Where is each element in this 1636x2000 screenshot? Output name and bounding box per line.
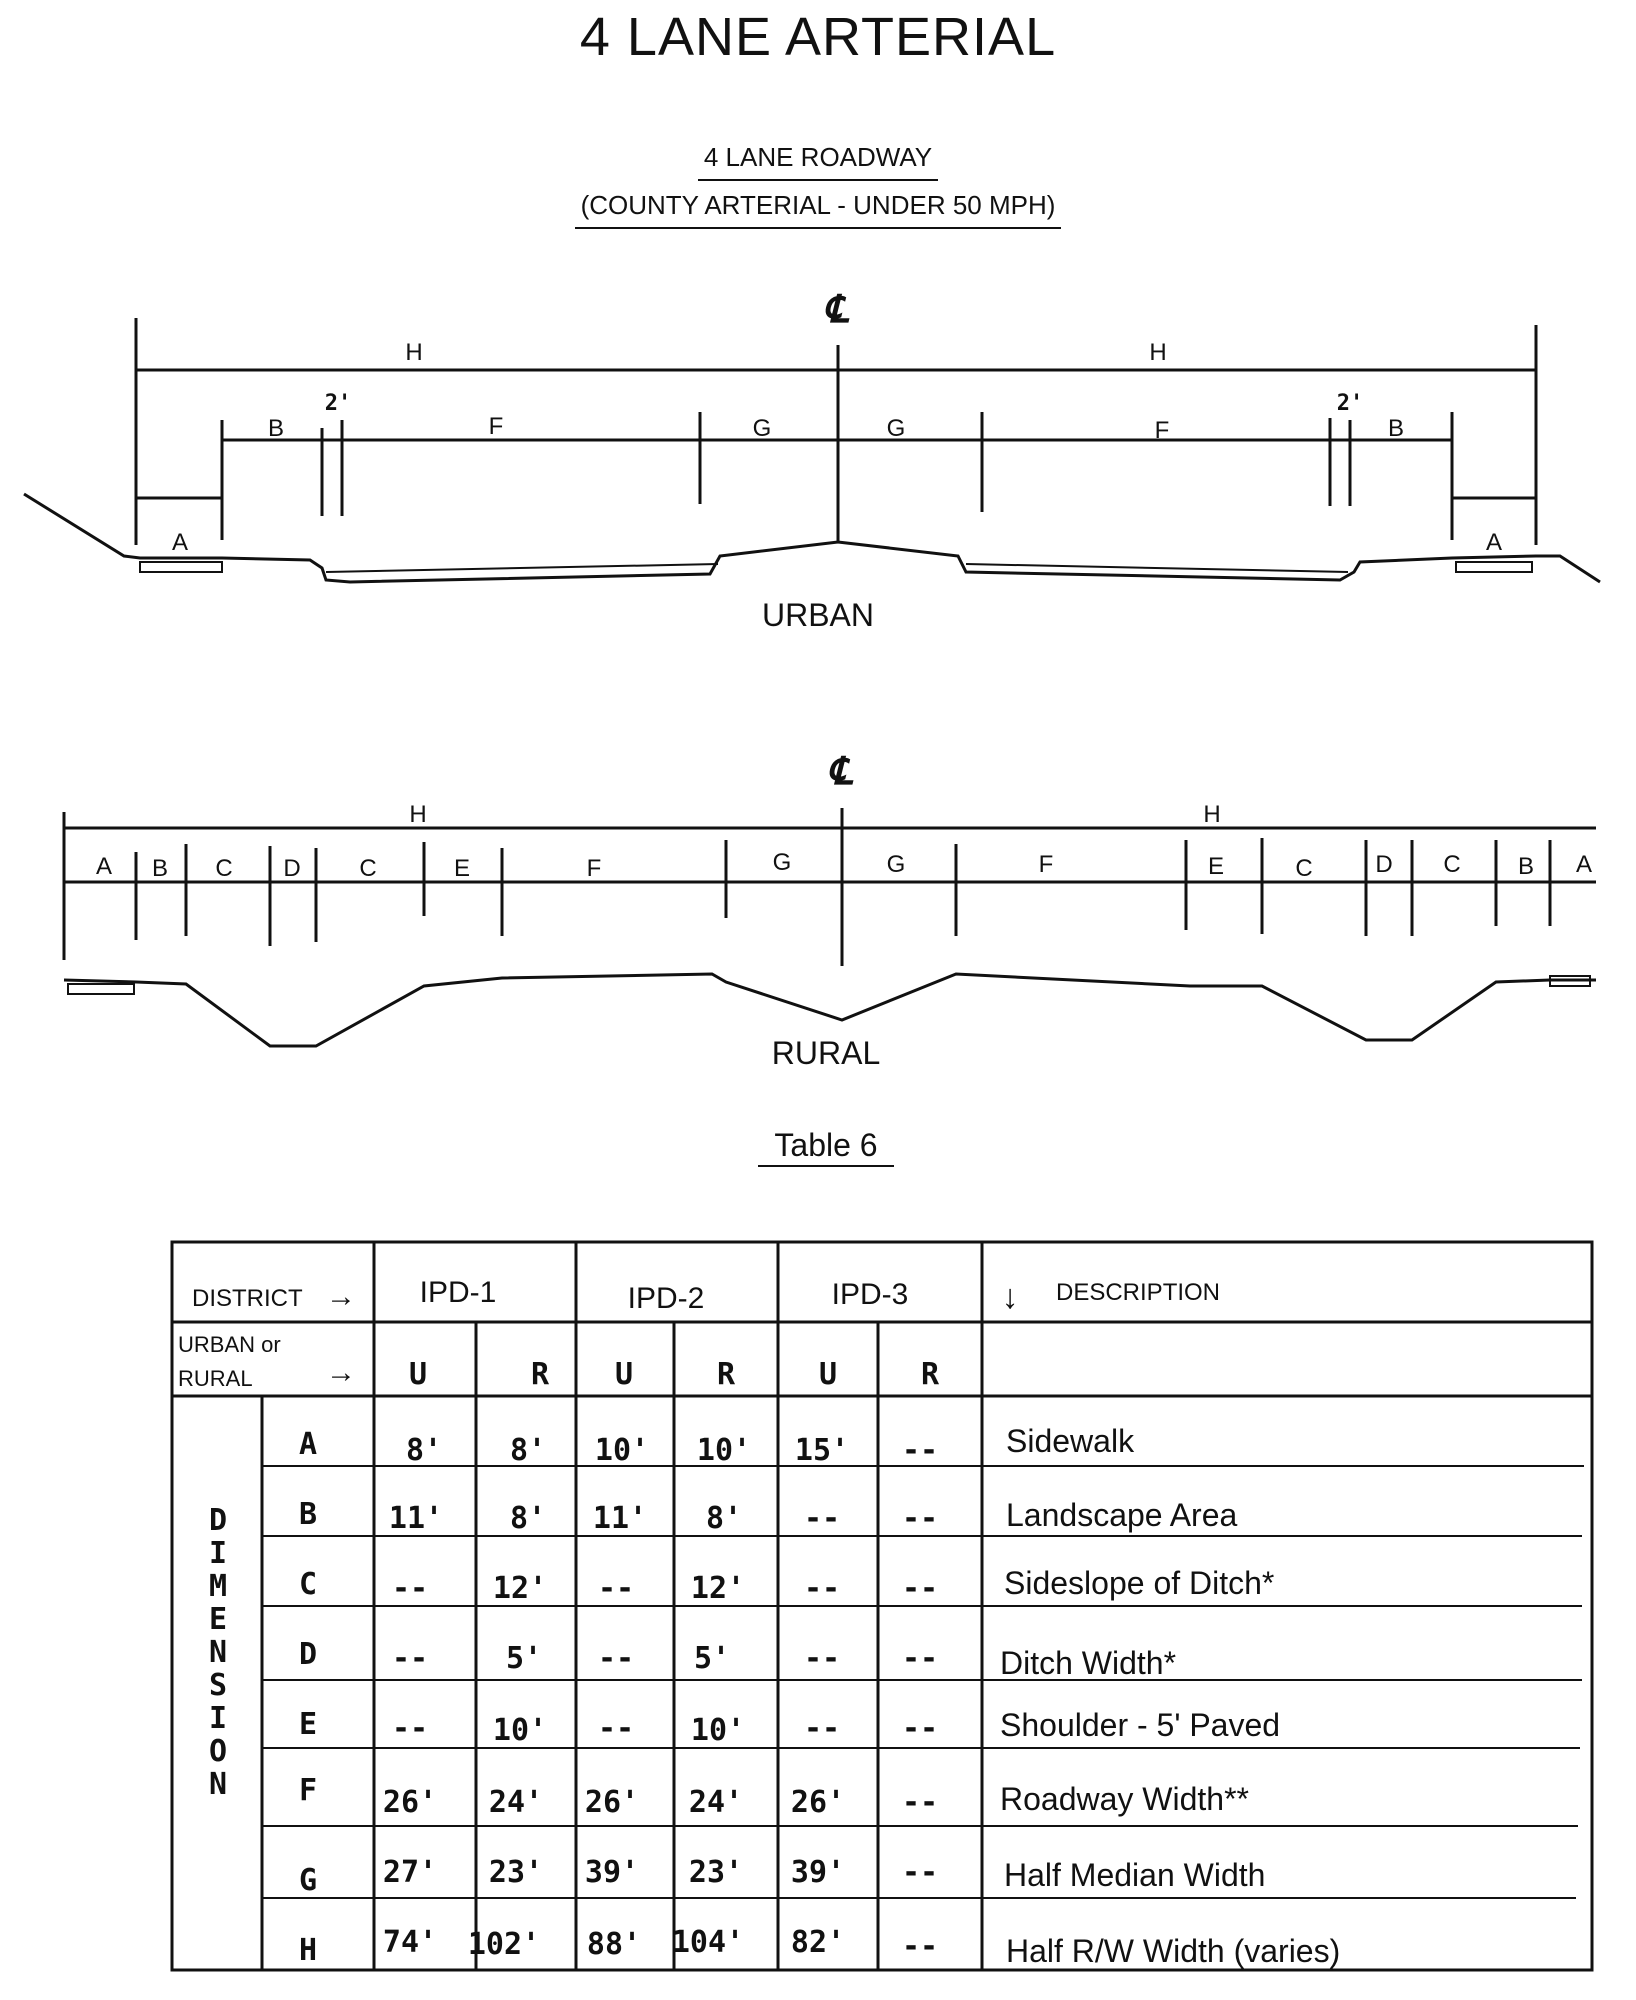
row-description: Half R/W Width (varies) <box>1006 1933 1341 1969</box>
urban-sidewalk-left <box>140 562 222 572</box>
description-arrow-icon: ↓ <box>1001 1278 1019 1316</box>
rural-label-b-right: B <box>1517 853 1535 880</box>
dimension-letter-6: S <box>208 1668 228 1703</box>
row-key: F <box>298 1773 318 1808</box>
row-value: 12' <box>690 1571 746 1606</box>
row-value: 26' <box>790 1785 846 1820</box>
row-value: -- <box>901 1855 939 1890</box>
ur-code-3: U <box>614 1357 634 1392</box>
row-description: Landscape Area <box>1006 1497 1238 1533</box>
row-value: 26' <box>382 1785 438 1820</box>
rural-label-g-right: G <box>886 851 906 878</box>
rural-label-h-right: H <box>1203 801 1221 828</box>
row-description: Shoulder - 5' Paved <box>1000 1707 1281 1743</box>
rural-sidewalk-left <box>68 984 134 994</box>
dimension-letter-4: E <box>208 1602 228 1637</box>
row-value: -- <box>901 1641 939 1676</box>
dimension-letter-2: I <box>208 1536 228 1571</box>
dimension-letter-7: I <box>208 1701 228 1736</box>
urban-sidewalk-right <box>1456 562 1532 572</box>
row-value: -- <box>597 1571 635 1606</box>
urban-rural-label-2: RURAL <box>178 1366 253 1391</box>
description-header: DESCRIPTION <box>1056 1279 1221 1306</box>
dimension-vertical-label <box>209 1503 227 1802</box>
row-value: 82' <box>790 1925 846 1960</box>
urban-label-2ft-left: 2' <box>324 391 352 416</box>
rural-label-f-left: F <box>586 855 602 882</box>
row-value: -- <box>803 1641 841 1676</box>
urban-label-h-left: H <box>405 339 423 366</box>
row-value: 23' <box>488 1855 544 1890</box>
dimension-letter-9: N <box>208 1767 228 1802</box>
rural-label-b-left: B <box>151 855 169 882</box>
ur-code-4: R <box>716 1357 736 1392</box>
district-ipd-2: IPD-2 <box>627 1282 705 1315</box>
row-value: -- <box>597 1641 635 1676</box>
row-value: 26' <box>584 1785 640 1820</box>
rural-centerline-symbol: ℄ <box>827 748 853 793</box>
rural-label-e-left: E <box>453 855 471 882</box>
district-ipd-1: IPD-1 <box>419 1276 497 1309</box>
row-description: Roadway Width** <box>1000 1781 1249 1817</box>
urban-section <box>24 286 1600 633</box>
table-row <box>299 1925 1340 1969</box>
urban-label-f-left: F <box>488 413 504 440</box>
row-value: 104' <box>671 1925 745 1960</box>
row-value: 10' <box>594 1433 650 1468</box>
row-key: C <box>298 1567 318 1602</box>
row-value: 5' <box>693 1641 731 1676</box>
row-value: 24' <box>688 1785 744 1820</box>
row-value: -- <box>803 1571 841 1606</box>
urban-caption: URBAN <box>761 597 875 633</box>
row-value: -- <box>391 1571 429 1606</box>
table-caption: Table 6 <box>774 1127 878 1163</box>
page-title: 4 LANE ARTERIAL <box>579 7 1057 67</box>
row-key: A <box>298 1427 318 1462</box>
district-ipd-3: IPD-3 <box>831 1278 909 1311</box>
rural-label-a-left: A <box>95 853 113 880</box>
row-value: 12' <box>492 1571 548 1606</box>
row-value: -- <box>901 1711 939 1746</box>
urban-label-g-left: G <box>752 415 772 442</box>
rural-label-e-right: E <box>1207 853 1225 880</box>
row-value: 11' <box>592 1501 648 1536</box>
row-value: 10' <box>696 1433 752 1468</box>
table-row <box>299 1855 1265 1898</box>
row-description: Sideslope of Ditch* <box>1004 1565 1275 1601</box>
row-value: -- <box>391 1711 429 1746</box>
urban-centerline-symbol: ℄ <box>823 286 849 331</box>
row-value: 39' <box>584 1855 640 1890</box>
row-key: E <box>298 1707 318 1742</box>
row-value: 23' <box>688 1855 744 1890</box>
urban-ground-profile <box>24 494 1600 582</box>
row-key: D <box>298 1637 318 1672</box>
table-row <box>299 1773 1249 1820</box>
rural-caption: RURAL <box>771 1035 881 1071</box>
row-value: -- <box>391 1641 429 1676</box>
ur-code-5: U <box>818 1357 838 1392</box>
row-value: -- <box>901 1571 939 1606</box>
rural-section <box>64 748 1596 1071</box>
row-value: 8' <box>509 1433 547 1468</box>
row-value: 8' <box>405 1433 443 1468</box>
dimension-letter-5: N <box>208 1635 228 1670</box>
dimension-letter-1: D <box>208 1503 228 1538</box>
rural-label-h-left: H <box>409 801 427 828</box>
urban-pavement-left <box>326 564 718 572</box>
district-arrow: → <box>326 1280 356 1313</box>
subtitle-roadway-text: 4 LANE ROADWAY <box>698 142 938 181</box>
table-row <box>299 1423 1135 1468</box>
urban-pavement-right <box>966 564 1348 572</box>
row-value: 10' <box>492 1713 548 1748</box>
rural-label-g-left: G <box>772 849 792 876</box>
ur-code-1: U <box>408 1357 428 1392</box>
row-key: H <box>298 1933 318 1968</box>
rural-label-c-left-1: C <box>215 855 233 882</box>
urban-label-a-left: A <box>171 529 189 556</box>
row-key: B <box>298 1497 318 1532</box>
row-value: 10' <box>690 1713 746 1748</box>
urban-label-a-right: A <box>1485 529 1503 556</box>
dimension-table <box>172 1127 1592 1970</box>
row-value: 8' <box>509 1501 547 1536</box>
rural-label-d-right: D <box>1375 851 1393 878</box>
rural-label-c-right-2: C <box>1443 851 1461 878</box>
row-value: 74' <box>382 1925 438 1960</box>
urban-rural-label-1: URBAN or <box>178 1332 281 1357</box>
table-row <box>299 1707 1280 1748</box>
row-value: -- <box>901 1501 939 1536</box>
urban-label-b-left: B <box>267 415 285 442</box>
urban-label-f-right: F <box>1154 417 1170 444</box>
row-value: -- <box>901 1433 939 1468</box>
row-value: 24' <box>488 1785 544 1820</box>
row-value: -- <box>901 1785 939 1820</box>
table-row <box>299 1637 1176 1681</box>
district-label: DISTRICT <box>192 1285 303 1312</box>
row-value: 88' <box>586 1927 642 1962</box>
ur-code-2: R <box>530 1357 550 1392</box>
row-value: -- <box>901 1929 939 1964</box>
row-value: 15' <box>794 1433 850 1468</box>
row-description: Sidewalk <box>1006 1423 1135 1459</box>
row-key: G <box>298 1863 318 1898</box>
row-value: 39' <box>790 1855 846 1890</box>
row-description: Half Median Width <box>1004 1857 1266 1893</box>
row-value: 8' <box>705 1501 743 1536</box>
rural-label-a-right: A <box>1575 851 1593 878</box>
urban-label-2ft-right: 2' <box>1336 391 1364 416</box>
rural-label-c-left-2: C <box>359 855 377 882</box>
rural-label-f-right: F <box>1038 851 1054 878</box>
row-value: 11' <box>388 1501 444 1536</box>
dimension-letter-8: O <box>208 1734 228 1769</box>
urban-label-b-right: B <box>1387 415 1405 442</box>
table-row <box>299 1497 1238 1536</box>
row-value: 5' <box>505 1641 543 1676</box>
urban-label-g-right: G <box>886 415 906 442</box>
urban-label-h-right: H <box>1149 339 1167 366</box>
row-value: -- <box>803 1711 841 1746</box>
urban-rural-arrow: → <box>326 1356 356 1389</box>
rural-label-d-left: D <box>283 855 301 882</box>
row-value: 102' <box>467 1927 541 1962</box>
rural-label-c-right-1: C <box>1295 855 1313 882</box>
subtitle-arterial-text: (COUNTY ARTERIAL - UNDER 50 MPH) <box>575 190 1062 229</box>
ur-code-6: R <box>920 1357 940 1392</box>
dimension-letter-3: M <box>208 1569 228 1604</box>
row-value: -- <box>597 1711 635 1746</box>
row-value: -- <box>803 1501 841 1536</box>
row-description: Ditch Width* <box>1000 1645 1177 1681</box>
table-row <box>299 1565 1274 1606</box>
row-value: 27' <box>382 1855 438 1890</box>
